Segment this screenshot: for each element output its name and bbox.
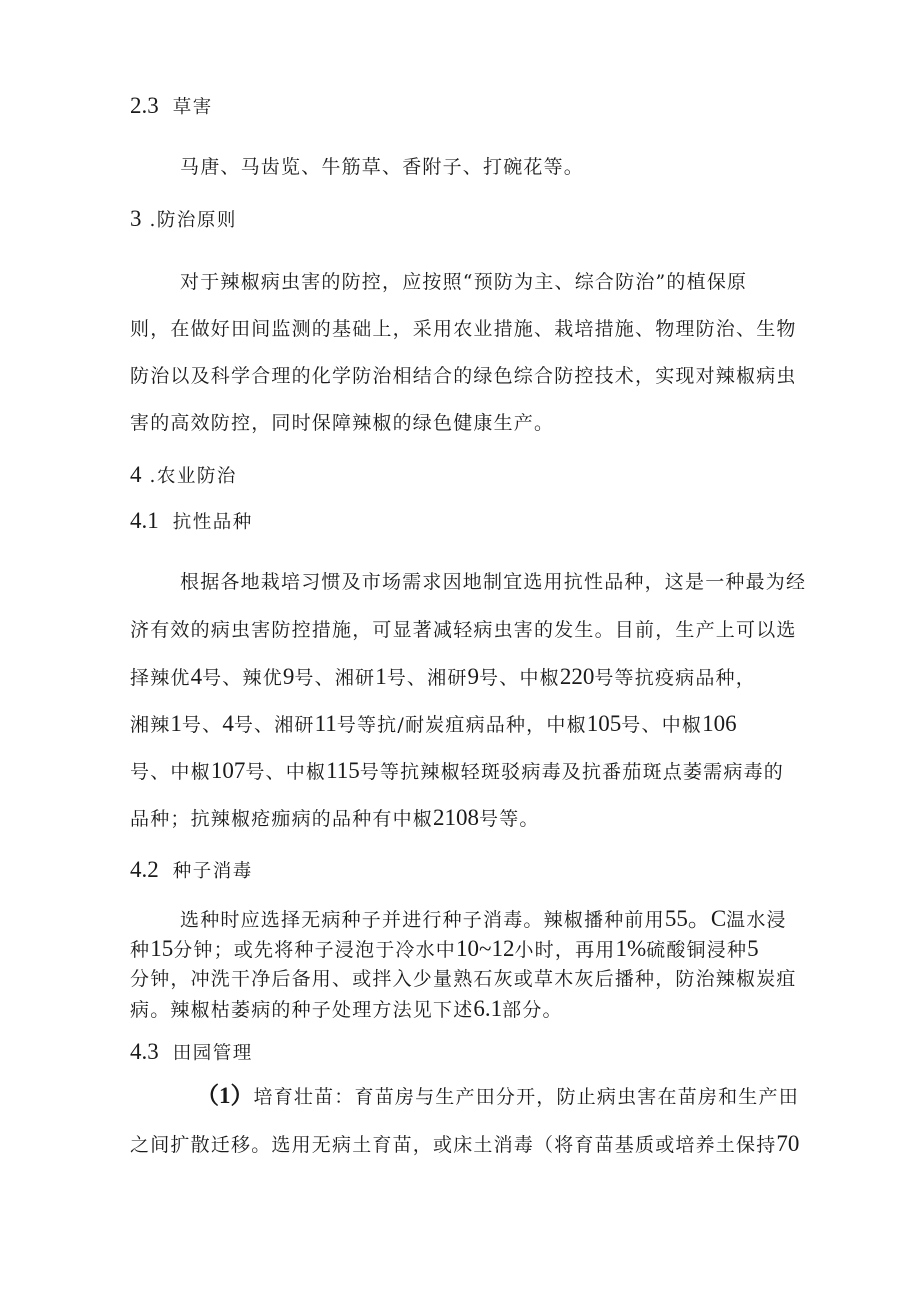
paragraph-varieties-line: 号、中椒107号、中椒115号等抗辣椒轻斑驳病毒及抗番茄斑点萎需病毒的 (130, 758, 784, 783)
paragraph-weeds: 马唐、马齿览、牛筋草、香附子、打碗花等。 (180, 156, 585, 178)
paragraph-principle-line: 防治以及科学合理的化学防治相结合的绿色综合防控技术，实现对辣椒病虫 (130, 365, 797, 387)
heading-number: 4 (130, 462, 142, 487)
heading-number: 4.1 (130, 508, 159, 533)
heading-title: 草害 (172, 97, 213, 118)
heading-title: 种子消毒 (172, 861, 253, 882)
paragraph-field-line: 之间扩散迁移。选用无病土育苗，或床土消毒（将育苗基质或培养土保持70 (130, 1131, 800, 1156)
heading-number: 4.2 (130, 857, 159, 882)
paragraph-principle-line: 则，在做好田间监测的基础上，采用农业措施、栽培措施、物理防治、生物 (130, 318, 797, 340)
heading-number: 4.3 (130, 1039, 159, 1064)
paragraph-varieties-line: 品种；抗辣椒疮痂病的品种有中椒2108号等。 (130, 805, 540, 830)
heading-title: 田园管理 (172, 1043, 253, 1064)
heading-4 (130, 463, 237, 489)
paragraph-varieties-line: 择辣优4号、辣优9号、湘研1号、湘研9号、中椒220号等抗疫病品种， (130, 664, 756, 689)
paragraph-varieties-line: 根据各地栽培习惯及市场需求因地制宜选用抗性品种，这是一种最为经 (180, 571, 807, 593)
paragraph-varieties-line: 湘辣1号、4号、湘研11号等抗/耐炭疽病品种，中椒105号、中椒106 (130, 711, 737, 736)
heading-number: 2.3 (130, 93, 159, 118)
heading-number: 3 (130, 206, 142, 231)
paragraph-field-line: （1）培育壮苗：育苗房与生产田分开，防止病虫害在苗房和生产田 (196, 1083, 799, 1108)
paragraph-seed-line: 选种时应选择无病种子并进行种子消毒。辣椒播种前用55。C温水浸 (180, 906, 787, 931)
heading-title: .农业防治 (149, 466, 237, 487)
heading-4-2 (130, 858, 253, 884)
paragraph-varieties-line: 济有效的病虫害防控措施，可显著减轻病虫害的发生。目前，生产上可以选 (130, 619, 797, 641)
paragraph-principle-line: 对于辣椒病虫害的防控，应按照“预防为主、综合防治”的植保原 (180, 271, 748, 293)
paragraph-seed-line: 种15分钟；或先将种子浸泡于冷水中10~12小时，再用1%硫酸铜浸种5 (130, 936, 759, 961)
heading-title: 抗性品种 (172, 512, 253, 533)
heading-3 (130, 207, 237, 233)
heading-2-3 (130, 94, 213, 120)
paragraph-principle-line: 害的高效防控，同时保障辣椒的绿色健康生产。 (130, 412, 555, 434)
heading-4-1 (130, 509, 253, 535)
heading-4-3 (130, 1040, 253, 1066)
heading-title: .防治原则 (149, 210, 237, 231)
paragraph-seed-line: 分钟，冲洗干净后备用、或拌入少量熟石灰或草木灰后播种，防治辣椒炭疽 (130, 968, 797, 990)
paragraph-seed-line: 病。辣椒枯萎病的种子处理方法见下述6.1部分。 (130, 996, 563, 1021)
